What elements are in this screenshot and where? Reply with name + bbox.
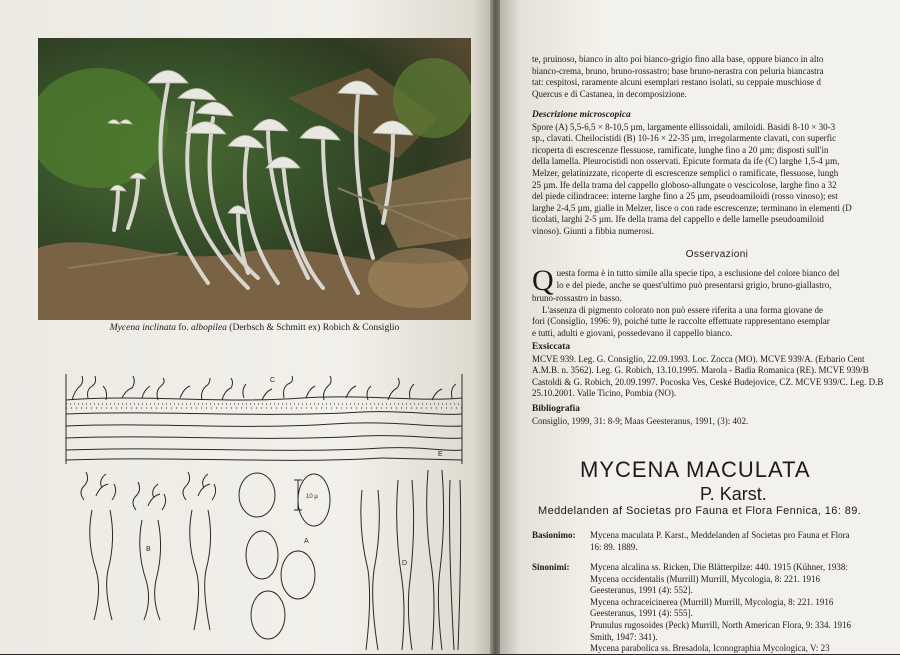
caption-form: albopilea xyxy=(191,323,227,333)
bibliography-section xyxy=(532,404,900,427)
text-line: tat: cespitosi, raramente alcuni esemplari restano isolati, su ceppaie muschiose d xyxy=(532,77,821,88)
synonyms-label: Sinonimi: xyxy=(532,562,570,572)
text-line: ticolati, larghi 2-5 µm. Ife della trama del cappello e delle lamelle pseudoamiloid xyxy=(532,214,824,225)
text-line: ricoperta di escrescenze flessuose, ramificate, lunghe fino a 20 µm; disposti sull'in xyxy=(532,144,829,155)
text-line: e tutti, adulti e giovani, possedevano il cappello bianco. xyxy=(532,327,733,338)
publication-reference: Meddelanden af Societas pro Fauna et Flora Fennica, 16: 89. xyxy=(538,505,862,517)
text-line: Melzer, gelatinizzate, ricoperte di escrescenze semplici o ramificate, flessuose, lungh xyxy=(532,167,839,178)
scale-label: 10 µ xyxy=(306,494,318,500)
basionym-label: Basionimo: xyxy=(532,530,576,540)
text-line: fori (Consiglio, 1996: 9), poiché tutte le raccolte effettuate rappresentano esemplar xyxy=(532,316,830,327)
section-heading: Bibliografia xyxy=(532,404,580,414)
text-line: Geesteranus, 1991 (4): 552]. xyxy=(590,585,693,596)
species-title: MYCENA MACULATA xyxy=(580,457,811,482)
caption-fo: fo. xyxy=(175,323,192,333)
mushroom-photo xyxy=(38,38,471,320)
synonyms-text xyxy=(590,562,851,655)
text-line: Mycena alcalina ss. Ricken, Die Blätterpilze: 440. 1915 (Kühner, 1938: xyxy=(590,562,848,572)
text-line: della lamella. Pleurocistidi non osservati. Epicute formata da ife (C) larghe 1,5-4 µm, xyxy=(532,156,840,167)
text-line: bruno-rossastro in basso. xyxy=(532,293,622,303)
text-line: 25 µm. Ife della trama del cappello globoso-allungate o vescicolose, larghe fino a 32 xyxy=(532,179,837,190)
label-b: B xyxy=(146,546,151,553)
text-line: Castoldi & G. Robich, 20.09.1997. Pocoska Ves, Ceské Budejovice, CZ. MCVE 939/C. Leg. D.B xyxy=(532,376,884,387)
caption-species: Mycena inclinata xyxy=(109,323,176,333)
text-line: del piede cilindracee: interne larghe fino a 25 µm, pseudoamiloidi (rosso vinoso); est xyxy=(532,191,838,202)
label-c: C xyxy=(270,377,276,384)
text-line: Geesteranus, 1991 (4): 555]. xyxy=(590,608,693,619)
text-line: 16: 89. 1889. xyxy=(590,541,638,552)
exsiccata-section xyxy=(532,342,900,400)
text-line: lo e del piede, anche se quest'ultimo può presentarsi grigio, bruno-giallastro, xyxy=(556,279,832,290)
label-d: D xyxy=(402,560,408,567)
drop-cap: Q xyxy=(532,264,554,297)
text-line: L'assenza di pigmento colorato non può essere riferita a una forma giovane de xyxy=(542,304,824,315)
microscopy-section xyxy=(532,110,900,238)
basionym-text xyxy=(590,530,850,553)
text-line: MCVE 939. Leg. G. Consiglio, 22.09.1993. Loc. Zocca (MO). MCVE 939/A. (Erbario Cent xyxy=(532,353,865,364)
text-line: Quercus e di Castanea, in decomposizione. xyxy=(532,88,687,99)
description-continuation xyxy=(532,54,900,100)
text-line: larghe 2-4,5 µm, gialle in Melzer, lisce o con rade escrescenze; terminano in elementi (D xyxy=(532,202,852,213)
photo-caption xyxy=(38,323,471,333)
text-line: Mycena parabolica ss. Bresadola, Iconographia Mycologica, V: 23 xyxy=(590,643,830,654)
text-line: Prunulus rugosoides (Peck) Murrill, North American Flora, 9: 334. 1916 xyxy=(590,619,851,630)
label-a: A xyxy=(304,538,309,545)
observations-heading: Osservazioni xyxy=(685,249,749,260)
text-line: te, pruinoso, bianco in alto poi bianco-grigio fino alla base, oppure bianco in alto xyxy=(532,54,824,64)
section-heading: Exsiccata xyxy=(532,342,571,352)
text-line: vinoso). Giunti a fibbia numerosi. xyxy=(532,225,654,236)
text-line: Smith, 1947: 341). xyxy=(590,631,658,642)
section-heading: Descrizione microscopica xyxy=(532,110,631,120)
text-line: uesta forma è in tutto simile alla specie tipo, a esclusione del colore bianco del xyxy=(556,268,840,278)
text-line: 25.10.2001. Valle Ticino, Pombia (NO). xyxy=(532,388,677,399)
text-line: Mycena occidentalis (Murrill) Murrill, Mycologia, 8: 221. 1916 xyxy=(590,573,820,584)
text-line: Consiglio, 1999, 31: 8-9; Maas Geesteranus, 1991, (3): 402. xyxy=(532,415,749,426)
label-e: E xyxy=(438,451,443,458)
species-author: P. Karst. xyxy=(700,484,767,504)
text-line: Mycena maculata P. Karst., Meddelanden af Societas pro Fauna et Flora xyxy=(590,530,850,540)
text-line: Spore (A) 5,5-6,5 × 8-10,5 µm, largamente ellissoidali, amiloidi. Basidi 8-10 × 30-3 xyxy=(532,121,836,132)
text-line: sp., clavati. Cheilocistidi (B) 10-16 × 22-35 µm, irregolarmente clavati, con superfic xyxy=(532,133,837,144)
text-line: bianco-crema, bruno, bruno-rossastro; base bruno-nerastra con peluria biancastra xyxy=(532,65,824,76)
microscopy-drawing xyxy=(62,360,466,654)
observations-section xyxy=(532,264,900,339)
text-line: Mycena ochraceicinerea (Murrill) Murrill, Mycologia, 8: 221. 1916 xyxy=(590,596,834,607)
caption-authors: (Derbsch & Schmitt ex) Robich & Consiglio xyxy=(226,323,400,333)
text-line: A.M.B. n. 3562). Leg. G. Robich, 13.10.1995. Marola - Badia Romanica (RE). MCVE 939/B xyxy=(532,365,869,376)
